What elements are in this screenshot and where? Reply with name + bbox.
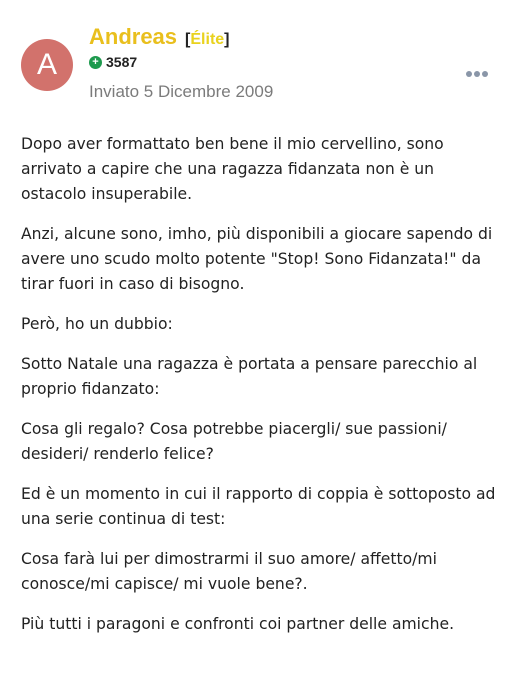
reputation-count: 3587 (106, 54, 138, 70)
post-content (21, 132, 501, 652)
rank-bracket-open: [ (185, 31, 191, 48)
rank-bracket-close: ] (224, 31, 230, 48)
post-paragraph: Sotto Natale una ragazza è portata a pensare parecchio al proprio fidanzato: (21, 355, 478, 398)
post-date[interactable]: Inviato 5 Dicembre 2009 (89, 82, 274, 101)
post-paragraph: Anzi, alcune sono, imho, più disponibili a giocare sapendo di avere uno scudo molto potente "Stop! Sono Fidanzata!" da tirar fuori in caso di bisogno. (21, 225, 493, 293)
more-dot (466, 71, 472, 77)
rank-badge (185, 31, 229, 49)
author-line (89, 24, 230, 50)
rank-label: Élite (190, 31, 225, 48)
more-dot (474, 71, 480, 77)
post-paragraph: Cosa gli regalo? Cosa potrebbe piacergli/ sue passioni/ desideri/ renderlo felice? (21, 420, 447, 463)
more-dot (482, 71, 488, 77)
post-paragraph: Però, ho un dubbio: (21, 315, 173, 333)
avatar[interactable]: A (21, 39, 73, 91)
more-options-icon[interactable] (466, 70, 488, 78)
post-paragraph: Ed è un momento in cui il rapporto di coppia è sottoposto ad una serie continua di test: (21, 485, 496, 528)
post-paragraph: Più tutti i paragoni e confronti coi partner delle amiche. (21, 615, 455, 633)
reputation-badge[interactable] (89, 54, 137, 70)
plus-circle-icon: + (89, 56, 102, 69)
post-paragraph: Dopo aver formattato ben bene il mio cervellino, sono arrivato a capire che una ragazza fidanzata non è un ostacolo insuperabile. (21, 135, 444, 203)
post-paragraph: Cosa farà lui per dimostrarmi il suo amore/ affetto/mi conosce/mi capisce/ mi vuole bene?. (21, 550, 437, 593)
author-name-link[interactable]: Andreas (89, 24, 178, 49)
